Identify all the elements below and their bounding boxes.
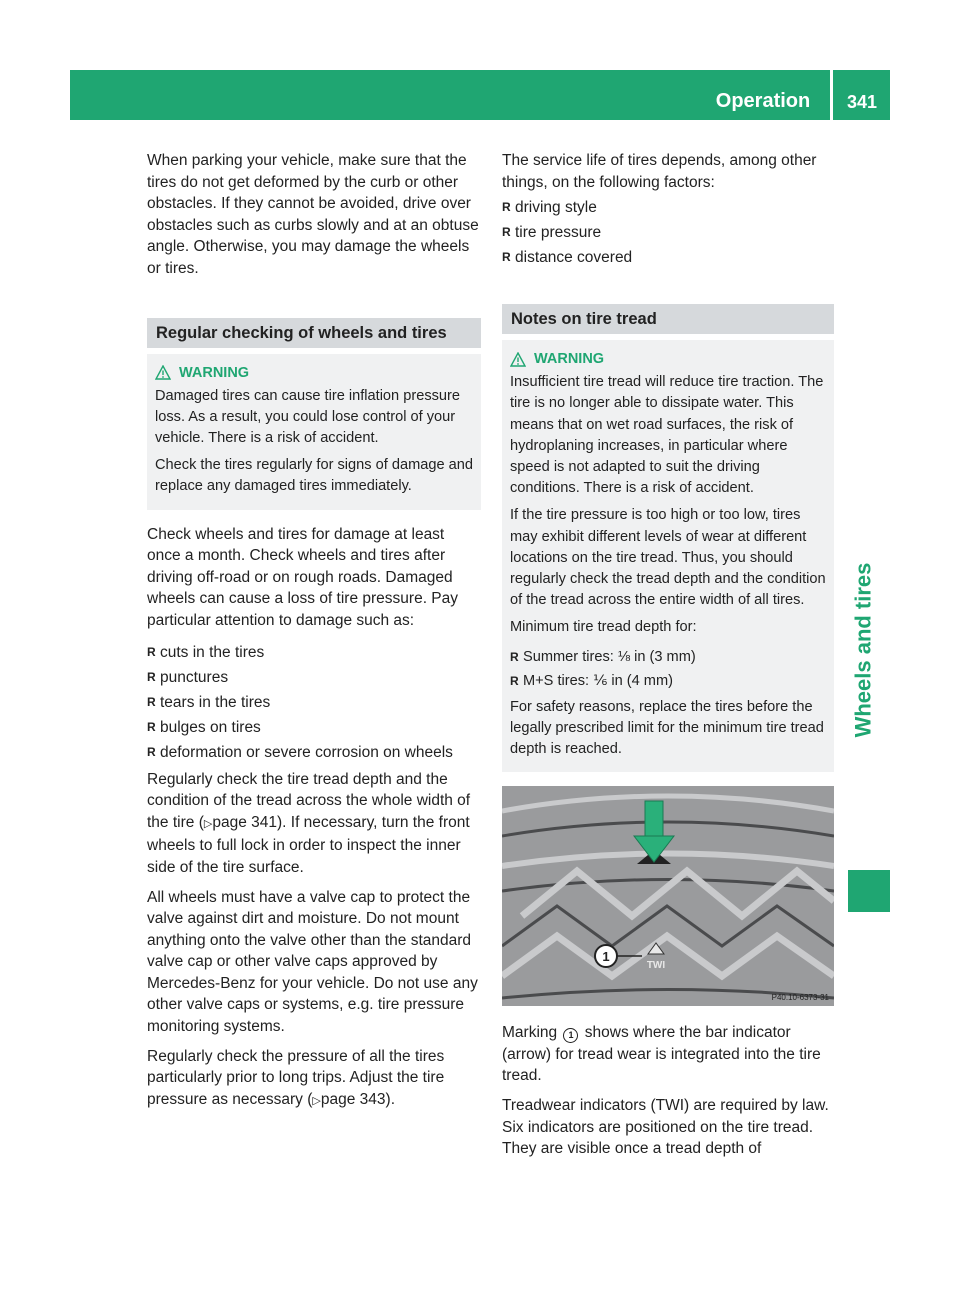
text-span: Marking <box>502 1024 558 1042</box>
damage-list <box>147 640 481 765</box>
page-ref-arrow-icon: ▷ <box>203 817 213 830</box>
warning-text: Insufficient tire tread will reduce tire traction. The tire is no longer able to dissipate water. This means that on wet road surfaces, the risk of hydroplaning increases, in particular where speed is not adapted to suit the driving conditions. There is a risk of accident. <box>510 374 824 497</box>
page-number: 341 <box>846 92 878 112</box>
list-item: R punctures <box>147 665 481 690</box>
tire-tread-illustration <box>502 786 834 1006</box>
list-item: R tears in the tires <box>147 690 481 715</box>
warning-title <box>155 362 473 384</box>
chapter-marker-block <box>848 870 890 912</box>
list-item: R tire pressure <box>502 220 834 245</box>
text-span: shows where the bar indicator (arrow) for tread wear is integrated into the tire tread. <box>502 1024 821 1085</box>
marker-one-icon: 1 <box>563 1028 578 1043</box>
twi-marking-label: TWI <box>646 960 666 972</box>
list-item: R deformation or severe corrosion on wheels <box>147 740 481 765</box>
list-item: R bulges on tires <box>147 715 481 740</box>
warning-text: Check the tires regularly for signs of damage and replace any damaged tires immediately. <box>155 457 473 495</box>
list-item: R distance covered <box>502 245 834 270</box>
valve-paragraph: All wheels must have a valve cap to protect the valve against dirt and moisture. Do not mount anything onto the valve other than the standard valve cap or other valve caps approved by Mercedes-Benz for your vehicle. Do not use any other valve caps or systems, e.g. tire pressure monitoring systems. <box>147 888 478 1036</box>
figure-code: P40.10-6373-31 <box>771 993 829 1003</box>
warning-box <box>147 354 481 510</box>
twi-paragraph: Treadwear indicators (TWI) are required by law. Six indicators are positioned on the tire tread. They are visible once a tread depth of <box>502 1097 829 1158</box>
warning-box <box>502 340 834 772</box>
page-ref-arrow-icon: ▷ <box>312 1094 321 1107</box>
page-reference-link[interactable]: page 343 <box>320 1090 386 1108</box>
list-item: R driving style <box>502 195 834 220</box>
right-column <box>502 150 834 1168</box>
section-heading-tire-tread: Notes on tire tread <box>502 304 834 334</box>
warning-text: For safety reasons, replace the tires before the legally prescribed limit for the minimum tire tread depth is reached. <box>510 698 824 758</box>
text-span: Regularly check the pressure of all the tires particularly prior to long trips. Adjust the tire pressure as necessary ( <box>147 1047 445 1108</box>
text-span: ). If necessary, turn the front wheels to full lock in order to inspect the inner side of the tire surface. <box>147 813 470 876</box>
page-reference-link[interactable]: page 341 <box>212 813 277 831</box>
left-column <box>147 150 481 1120</box>
svg-text:1: 1 <box>602 949 610 965</box>
list-item: R Summer tires: ⅛ in (3 mm) <box>510 645 826 669</box>
warning-label: WARNING <box>534 351 605 368</box>
factor-list <box>502 195 834 270</box>
check-paragraph: Check wheels and tires for damage at least once a month. Check wheels and tires after driving off-road or on rough roads. Damaged wheels can cause a loss of tire pressure. Pay particular attention to damage such as: <box>147 525 459 629</box>
header-divider <box>830 70 833 120</box>
pressure-paragraph <box>147 1046 481 1113</box>
warning-title <box>510 348 826 370</box>
section-title: Operation <box>715 90 811 112</box>
warning-label: WARNING <box>179 364 250 381</box>
list-item: R cuts in the tires <box>147 640 481 665</box>
warning-icon <box>510 352 526 367</box>
service-life-paragraph: The service life of tires depends, among other things, on the following factors: <box>502 152 817 191</box>
chapter-tab <box>837 460 890 840</box>
section-heading-regular-checking: Regular checking of wheels and tires <box>147 318 481 348</box>
warning-text: If the tire pressure is too high or too low, tires may exhibit different levels of wear at different locations on the tire tread. Thus, you should regularly check the tread depth and the condition of the tread across the entire width of all tires. <box>510 507 826 609</box>
list-item: R M+S tires: ⅙ in (4 mm) <box>510 669 826 693</box>
warning-icon <box>155 365 171 380</box>
parking-paragraph: When parking your vehicle, make sure that the tires do not get deformed by the curb or other obstacles. If they cannot be avoided, drive over obstacles such as curbs slowly and at an obtuse angle. Otherwise, you may damage the wheels or tires. <box>147 152 479 277</box>
chapter-tab-label: Wheels and tires <box>850 562 876 738</box>
warning-text: Minimum tire tread depth for: <box>510 619 697 636</box>
warning-text: Damaged tires can cause tire inflation pressure loss. As a result, you could lose control of your vehicle. There is a risk of accident. <box>155 387 461 446</box>
tread-paragraph <box>147 769 481 879</box>
marking-paragraph <box>502 1022 834 1087</box>
tread-depth-list <box>510 645 826 693</box>
text-span: Regularly check the tire tread depth and the condition of the tread across the whole width of the tire ( <box>147 770 471 831</box>
text-span: ). <box>385 1090 395 1108</box>
